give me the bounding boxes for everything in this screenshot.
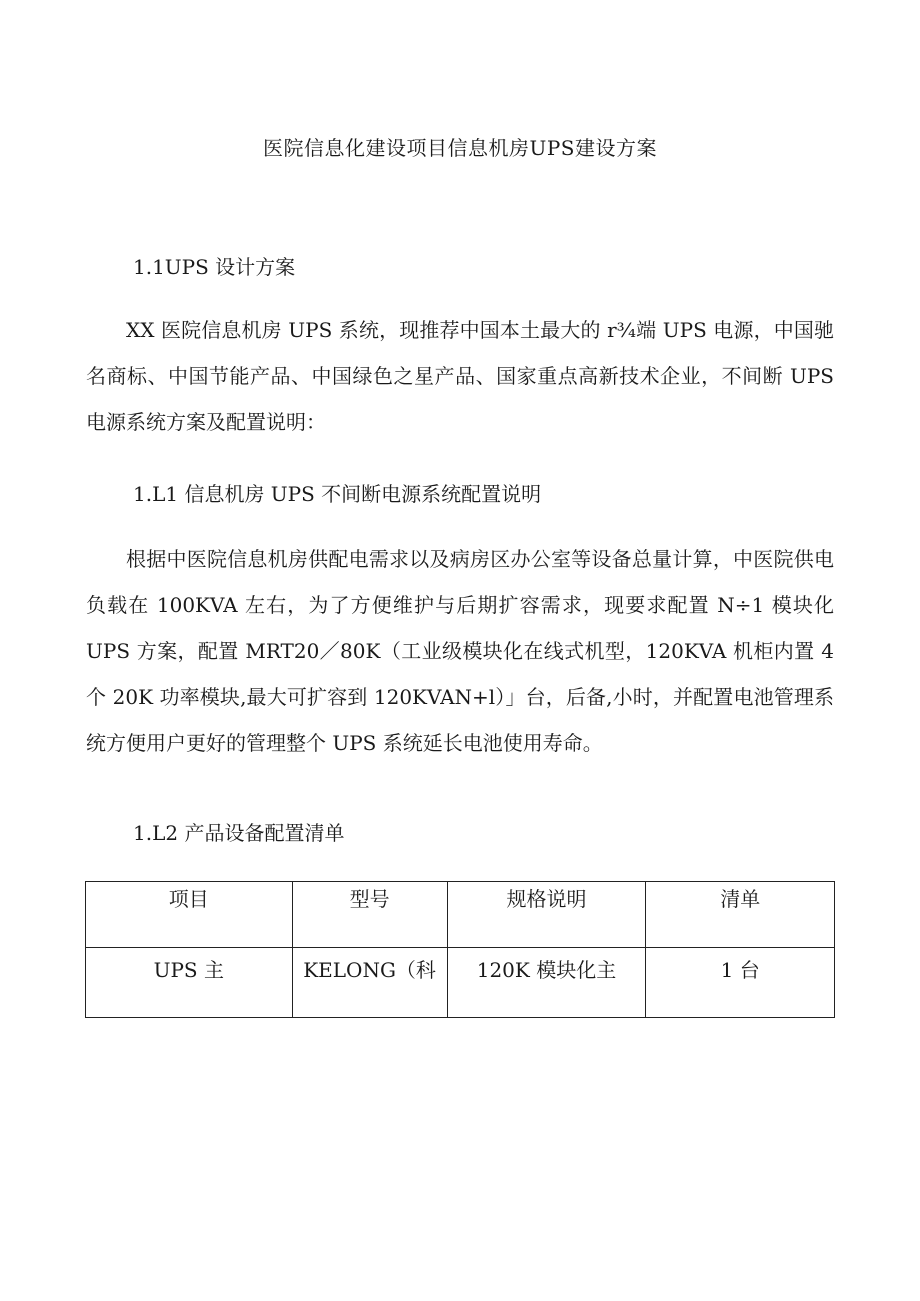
table-header-cell: 型号 xyxy=(292,882,447,948)
equipment-config-table xyxy=(85,881,835,1018)
table-header-row xyxy=(86,882,835,948)
table-cell: 1 台 xyxy=(646,948,835,1018)
section-paragraph-1-1: XX 医院信息机房 UPS 系统，现推荐中国本土最大的 r¾端 UPS 电源，中国驰名商标、中国节能产品、中国绿色之星产品、国家重点高新技术企业，不间断 UPS 电源系统方案及配置说明： xyxy=(86,318,834,434)
document-title: 医院信息化建设项目信息机房UPS建设方案 xyxy=(262,136,657,160)
table-row xyxy=(86,948,835,1018)
section-heading-1-1: 1.1UPS 设计方案 xyxy=(133,255,296,279)
table-cell: KELONG（科 xyxy=(292,948,447,1018)
table-header-cell: 项目 xyxy=(86,882,293,948)
table-cell: UPS 主 xyxy=(86,948,293,1018)
section-heading-1-1-1: 1.L1 信息机房 UPS 不间断电源系统配置说明 xyxy=(133,482,542,506)
table-header-cell: 规格说明 xyxy=(447,882,646,948)
section-paragraph-1-1-1: 根据中医院信息机房供配电需求以及病房区办公室等设备总量计算，中医院供电负载在 100KVA 左右，为了方便维护与后期扩容需求，现要求配置 N÷1 模块化 UPS 方案，配置 MRT20／80K（工业级模块化在线式机型，120KVA 机柜内置 4 个 20K 功率模块,最大可扩容到 120KVAN+l）」台，后备,小时，并配置电池管理系统方便用户更好的管理整个 UPS 系统延长电池使用寿命。 xyxy=(86,547,834,755)
table-cell: 120K 模块化主 xyxy=(447,948,646,1018)
table-header-cell: 清单 xyxy=(646,882,835,948)
section-heading-1-1-2: 1.L2 产品设备配置清单 xyxy=(133,821,345,845)
